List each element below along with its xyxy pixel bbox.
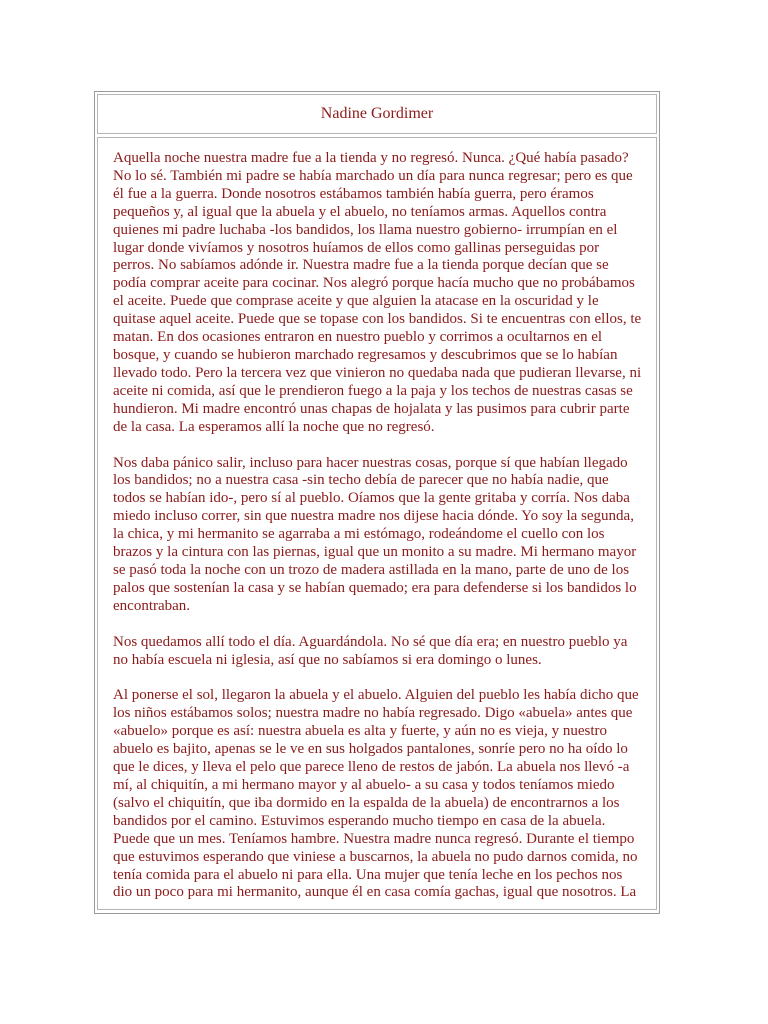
body-cell <box>97 137 657 910</box>
document-title: Nadine Gordimer <box>320 105 434 122</box>
title-cell <box>97 94 657 134</box>
paragraph: Nos quedamos allí todo el día. Aguardándola. No sé que día era; en nuestro pueblo ya no había escuela ni iglesia, así que no sabíamos si era domingo o lunes. <box>113 633 628 668</box>
text-table <box>94 91 660 914</box>
paragraph: Aquella noche nuestra madre fue a la tienda y no regresó. Nunca. ¿Qué había pasado? No lo sé. También mi padre se había marchado un día para nunca regresar; pero es que él fue a la guerra. Donde nosotros estábamos también había guerra, pero éramos pequeños y, al igual que la abuela y el abuelo, no teníamos armas. Aquellos contra quienes mi padre luchaba -los bandidos, los llama nuestro gobierno- irrumpían en el lugar donde vivíamos y nosotros huíamos de ellos como gallinas perseguidas por perros. No sabíamos adónde ir. Nuestra madre fue a la tienda porque decían que se podía comprar aceite para cocinar. Nos alegró porque hacía mucho que no probábamos el aceite. Puede que comprase aceite y que alguien la atacase en la oscuridad y le quitase aquel aceite. Puede que se topase con los bandidos. Si te encuentras con ellos, te matan. En dos ocasiones entraron en nuestro pueblo y corrimos a ocultarnos en el bosque, y cuando se hubieron marchado regresamos y descubrimos que se lo habían llevado todo. Pero la tercera vez que vinieron no quedaba nada que pudieran llevarse, ni aceite ni comida, así que le prendieron fuego a la paja y los techos de nuestras casas se hundieron. Mi madre encontró unas chapas de hojalata y las pusimos para cubrir parte de la casa. La esperamos allí la noche que no regresó. <box>113 150 642 435</box>
paragraph: Al ponerse el sol, llegaron la abuela y el abuelo. Alguien del pueblo les había dicho que los niños estábamos solos; nuestra madre no había regresado. Digo «abuela» antes que «abuelo» porque es así: nuestra abuela es alta y fuerte, y aún no es vieja, y nuestro abuelo es bajito, apenas se le ve en sus holgados pantalones, sonríe pero no ha oído lo que le dices, y lleva el pelo que parece lleno de restos de jabón. La abuela nos llevó -a mí, al chiquitín, a mi hermano mayor y al abuelo- a su casa y todos teníamos miedo (salvo el chiquitín, que iba dormido en la espalda de la abuela) de encontrarnos a los bandidos por el camino. Estuvimos esperando mucho tiempo en casa de la abuela. Puede que un mes. Teníamos hambre. Nuestra madre nunca regresó. Durante el tiempo que estuvimos esperando que viniese a buscarnos, la abuela no pudo darnos comida, no tenía comida para el abuelo ni para ella. Una mujer que tenía leche en los pechos nos dio un poco para mi hermanito, aunque él en casa comía gachas, igual que nosotros. La <box>113 687 639 901</box>
paragraph: Nos daba pánico salir, incluso para hacer nuestras cosas, porque sí que habían llegado los bandidos; no a nuestra casa -sin techo debía de parecer que no había nadie, que todos se habían ido-, pero sí al pueblo. Oíamos que la gente gritaba y corría. Nos daba miedo incluso correr, sin que nuestra madre nos dijese hacia dónde. Yo soy la segunda, la chica, y mi hermanito se agarraba a mi estómago, rodeándome el cuello con los brazos y la cintura con las piernas, igual que un monito a su madre. Mi hermano mayor se pasó toda la noche con un trozo de madera astillada en la mano, parte de uno de los palos que sostenían la casa y se habían quemado; era para defenderse si los bandidos lo encontraban. <box>113 454 637 614</box>
